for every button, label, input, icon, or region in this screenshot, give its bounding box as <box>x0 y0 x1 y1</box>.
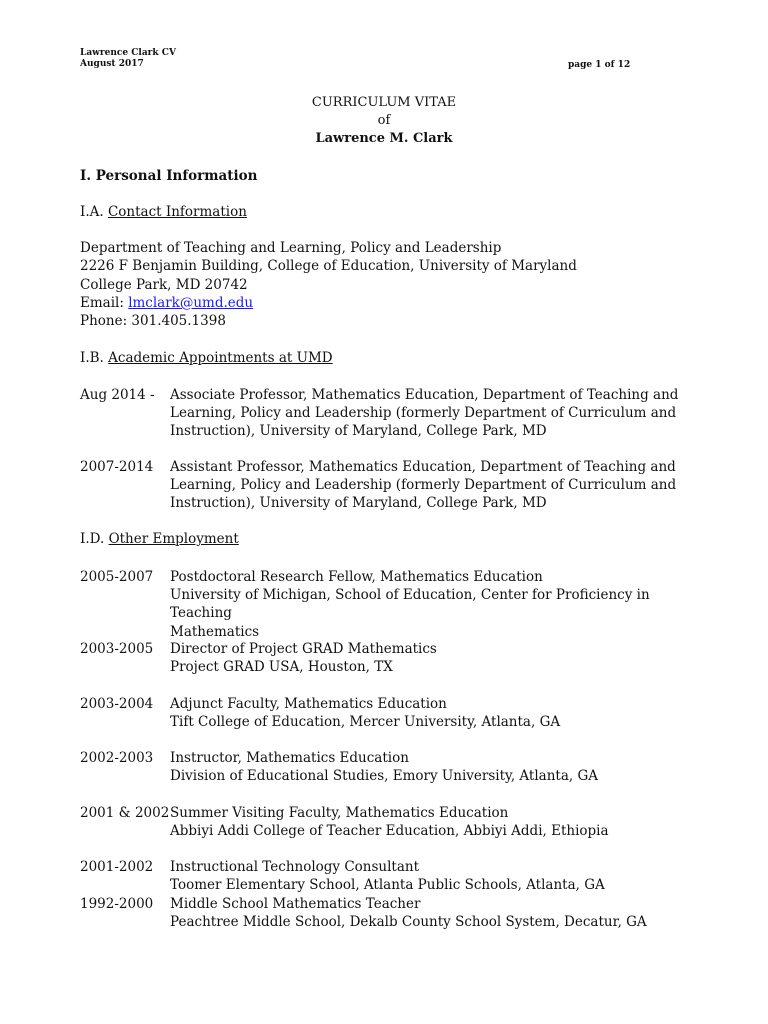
subsection-prefix: I.A. <box>80 204 104 220</box>
entry-line: Learning, Policy and Leadership (formerly Department of Curriculum and <box>170 477 677 494</box>
page-number: page 1 of 12 <box>568 60 631 70</box>
contact-department: Department of Teaching and Learning, Policy and Leadership <box>80 240 502 256</box>
entry-date: 2002-2003 <box>80 750 154 766</box>
entry-line: Instructional Technology Consultant <box>170 859 420 875</box>
entry-line: Project GRAD USA, Houston, TX <box>170 659 393 676</box>
employment-entry <box>80 640 700 676</box>
subsection-heading: Academic Appointments at UMD <box>108 350 333 366</box>
entry-line: Instruction), University of Maryland, College Park, MD <box>170 495 547 512</box>
email-label: Email: <box>80 294 129 311</box>
appointment-entry <box>80 386 700 441</box>
running-header <box>80 48 176 70</box>
entry-line: Summer Visiting Faculty, Mathematics Education <box>170 805 509 821</box>
contact-block <box>80 239 577 330</box>
entry-line: Learning, Policy and Leadership (formerly Department of Curriculum and <box>170 405 677 422</box>
entry-description <box>170 858 700 894</box>
entry-date: Aug 2014 - <box>80 387 155 403</box>
entry-line: Instruction), University of Maryland, College Park, MD <box>170 423 547 440</box>
entry-date: 2001-2002 <box>80 859 154 875</box>
subsection-other-employment <box>80 531 239 547</box>
entry-line: Mathematics <box>170 623 260 640</box>
employment-entry <box>80 695 700 731</box>
employment-entry <box>80 568 700 641</box>
entry-description <box>170 386 700 441</box>
contact-phone: Phone: 301.405.1398 <box>80 313 226 330</box>
entry-description <box>170 895 700 931</box>
subsection-heading: Contact Information <box>107 204 247 220</box>
entry-date: 2001 & 2002 <box>80 805 170 821</box>
entry-line: Division of Educational Studies, Emory University, Atlanta, GA <box>170 768 598 785</box>
entry-description <box>170 458 700 513</box>
entry-line: Tift College of Education, Mercer University, Atlanta, GA <box>170 714 561 731</box>
title-of: of <box>377 113 391 128</box>
appointment-entry <box>80 458 700 513</box>
entry-description <box>170 640 700 676</box>
section-personal-information: I. Personal Information <box>80 168 258 184</box>
contact-city: College Park, MD 20742 <box>80 276 248 293</box>
entry-description <box>170 749 700 785</box>
employment-entry <box>80 895 700 931</box>
entry-date: 2003-2004 <box>80 696 154 712</box>
entry-date: 2007-2014 <box>80 459 154 475</box>
entry-line: Toomer Elementary School, Atlanta Public Schools, Atlanta, GA <box>170 877 605 894</box>
entry-line: Postdoctoral Research Fellow, Mathematics Education <box>170 569 543 585</box>
entry-line: Adjunct Faculty, Mathematics Education <box>170 696 447 712</box>
entry-line: Instructor, Mathematics Education <box>170 750 409 766</box>
author-name: Lawrence M. Clark <box>315 131 453 146</box>
entry-line: Assistant Professor, Mathematics Education, Department of Teaching and <box>170 459 676 475</box>
entry-date: 2005-2007 <box>80 569 154 585</box>
employment-entry <box>80 749 700 785</box>
entry-description <box>170 695 700 731</box>
entry-line: Middle School Mathematics Teacher <box>170 896 421 912</box>
entry-line: Abbiyi Addi College of Teacher Education, Abbiyi Addi, Ethiopia <box>170 823 609 840</box>
header-name: Lawrence Clark CV <box>80 48 176 58</box>
employment-entry <box>80 858 700 894</box>
email-link[interactable]: lmclark@umd.edu <box>128 294 254 311</box>
entry-description <box>170 804 700 840</box>
subsection-prefix: I.D. <box>80 531 105 547</box>
entry-line: University of Michigan, School of Education, Center for Proficiency in Teaching <box>170 587 650 622</box>
employment-entry <box>80 804 700 840</box>
subsection-appointments <box>80 350 333 366</box>
entry-line: Peachtree Middle School, Dekalb County School System, Decatur, GA <box>170 914 647 931</box>
entry-date: 2003-2005 <box>80 641 154 657</box>
subsection-prefix: I.B. <box>80 350 104 366</box>
entry-line: Associate Professor, Mathematics Education, Department of Teaching and <box>170 387 679 403</box>
subsection-heading: Other Employment <box>108 531 239 547</box>
contact-address: 2226 F Benjamin Building, College of Education, University of Maryland <box>80 258 577 275</box>
subsection-contact <box>80 204 247 220</box>
contact-email-line <box>80 294 577 312</box>
header-date: August 2017 <box>80 59 144 69</box>
entry-description <box>170 568 700 641</box>
entry-line: Director of Project GRAD Mathematics <box>170 641 437 657</box>
entry-date: 1992-2000 <box>80 896 154 912</box>
document-title: CURRICULUM VITAE <box>311 95 457 110</box>
